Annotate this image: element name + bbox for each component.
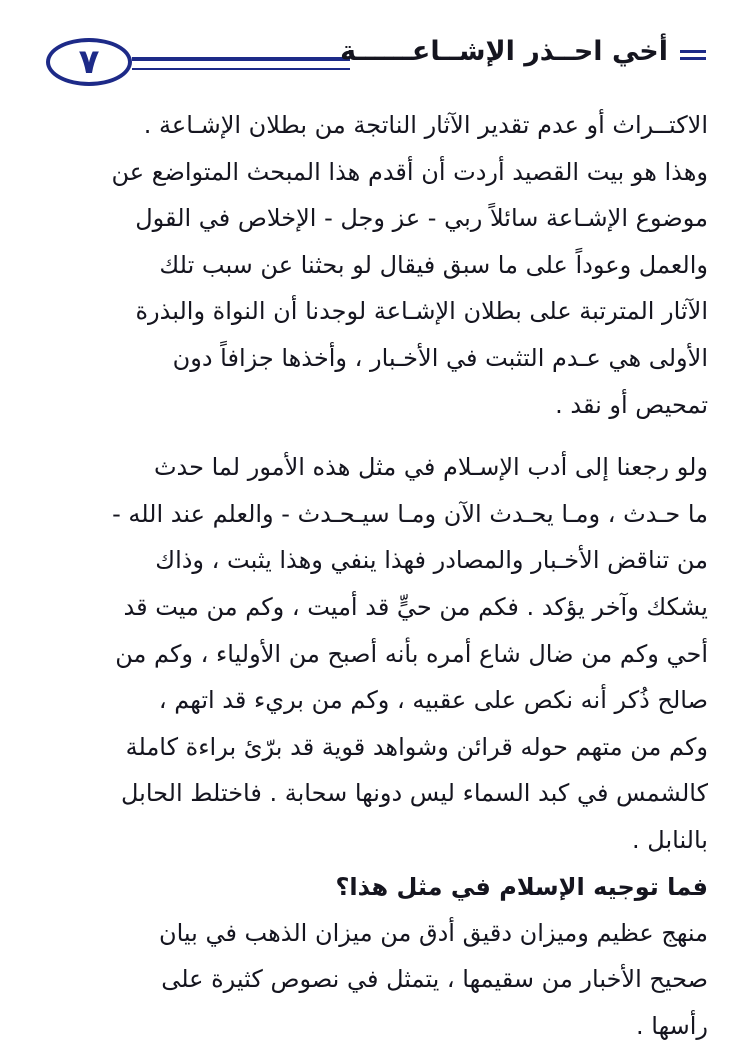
text-line: يشكك وآخر يؤكد . فكم من حيٍّ قد أميت ، وكم من ميت قد — [56, 584, 708, 631]
paragraph-3 — [56, 910, 708, 1049]
page-body — [56, 102, 708, 1049]
header-rule-thin — [132, 68, 350, 70]
text-line: موضوع الإشـاعة سائلاً ربي - عز وجل - الإخلاص في القول — [56, 195, 708, 242]
text-line: وهذا هو بيت القصيد أردت أن أقدم هذا المبحث المتواضع عن — [56, 149, 708, 196]
paragraph-gap — [56, 428, 708, 444]
text-line: وكم من متهم حوله قرائن وشواهد قوية قد برّئ براءة كاملة — [56, 724, 708, 771]
paragraph-2 — [56, 444, 708, 863]
text-line: بالنابل . — [56, 817, 708, 864]
text-line: والعمل وعوداً على ما سبق فيقال لو بحثنا عن سبب تلك — [56, 242, 708, 289]
book-title: أخي احــذر الإشــاعــــــة — [340, 36, 668, 67]
paragraph-1 — [56, 102, 708, 428]
text-line: الاكتــراث أو عدم تقدير الآثار الناتجة من بطلان الإشـاعة . — [56, 102, 708, 149]
text-line: تمحيص أو نقد . — [56, 382, 708, 429]
text-line: صالح ذُكر أنه نكص على عقبيه ، وكم من بريء قد اتهم ، — [56, 677, 708, 724]
text-line: صحيح الأخبار من سقيمها ، يتمثل في نصوص كثيرة على — [56, 956, 708, 1003]
text-line: ولو رجعنا إلى أدب الإسـلام في مثل هذه الأمور لما حدث — [56, 444, 708, 491]
text-line: كالشمس في كبد السماء ليس دونها سحابة . فاختلط الحابل — [56, 770, 708, 817]
text-line: من تناقض الأخـبار والمصادر فهذا ينفي وهذا يثبت ، وذاك — [56, 537, 708, 584]
text-line: أحي وكم من ضال شاع أمره بأنه أصبح من الأولياء ، وكم من — [56, 631, 708, 678]
text-line: الآثار المترتبة على بطلان الإشـاعة لوجدنا أن النواة والبذرة — [56, 288, 708, 335]
header-rule-thick — [132, 57, 350, 61]
text-line: منهج عظيم وميزان دقيق أدق من ميزان الذهب في بيان — [56, 910, 708, 957]
title-ornament-bottom — [680, 57, 706, 60]
page-header — [46, 38, 706, 96]
text-line: ما حـدث ، ومـا يحـدث الآن ومـا سيـحـدث - والعلم عند الله - — [56, 491, 708, 538]
text-line: الأولى هي عـدم التثبت في الأخـبار ، وأخذها جزافاً دون — [56, 335, 708, 382]
title-ornament-top — [680, 50, 706, 53]
section-heading: فما توجيه الإسلام في مثل هذا؟ — [56, 864, 708, 910]
text-line: رأسها . — [56, 1003, 708, 1049]
page-number: ٧ — [46, 38, 132, 86]
